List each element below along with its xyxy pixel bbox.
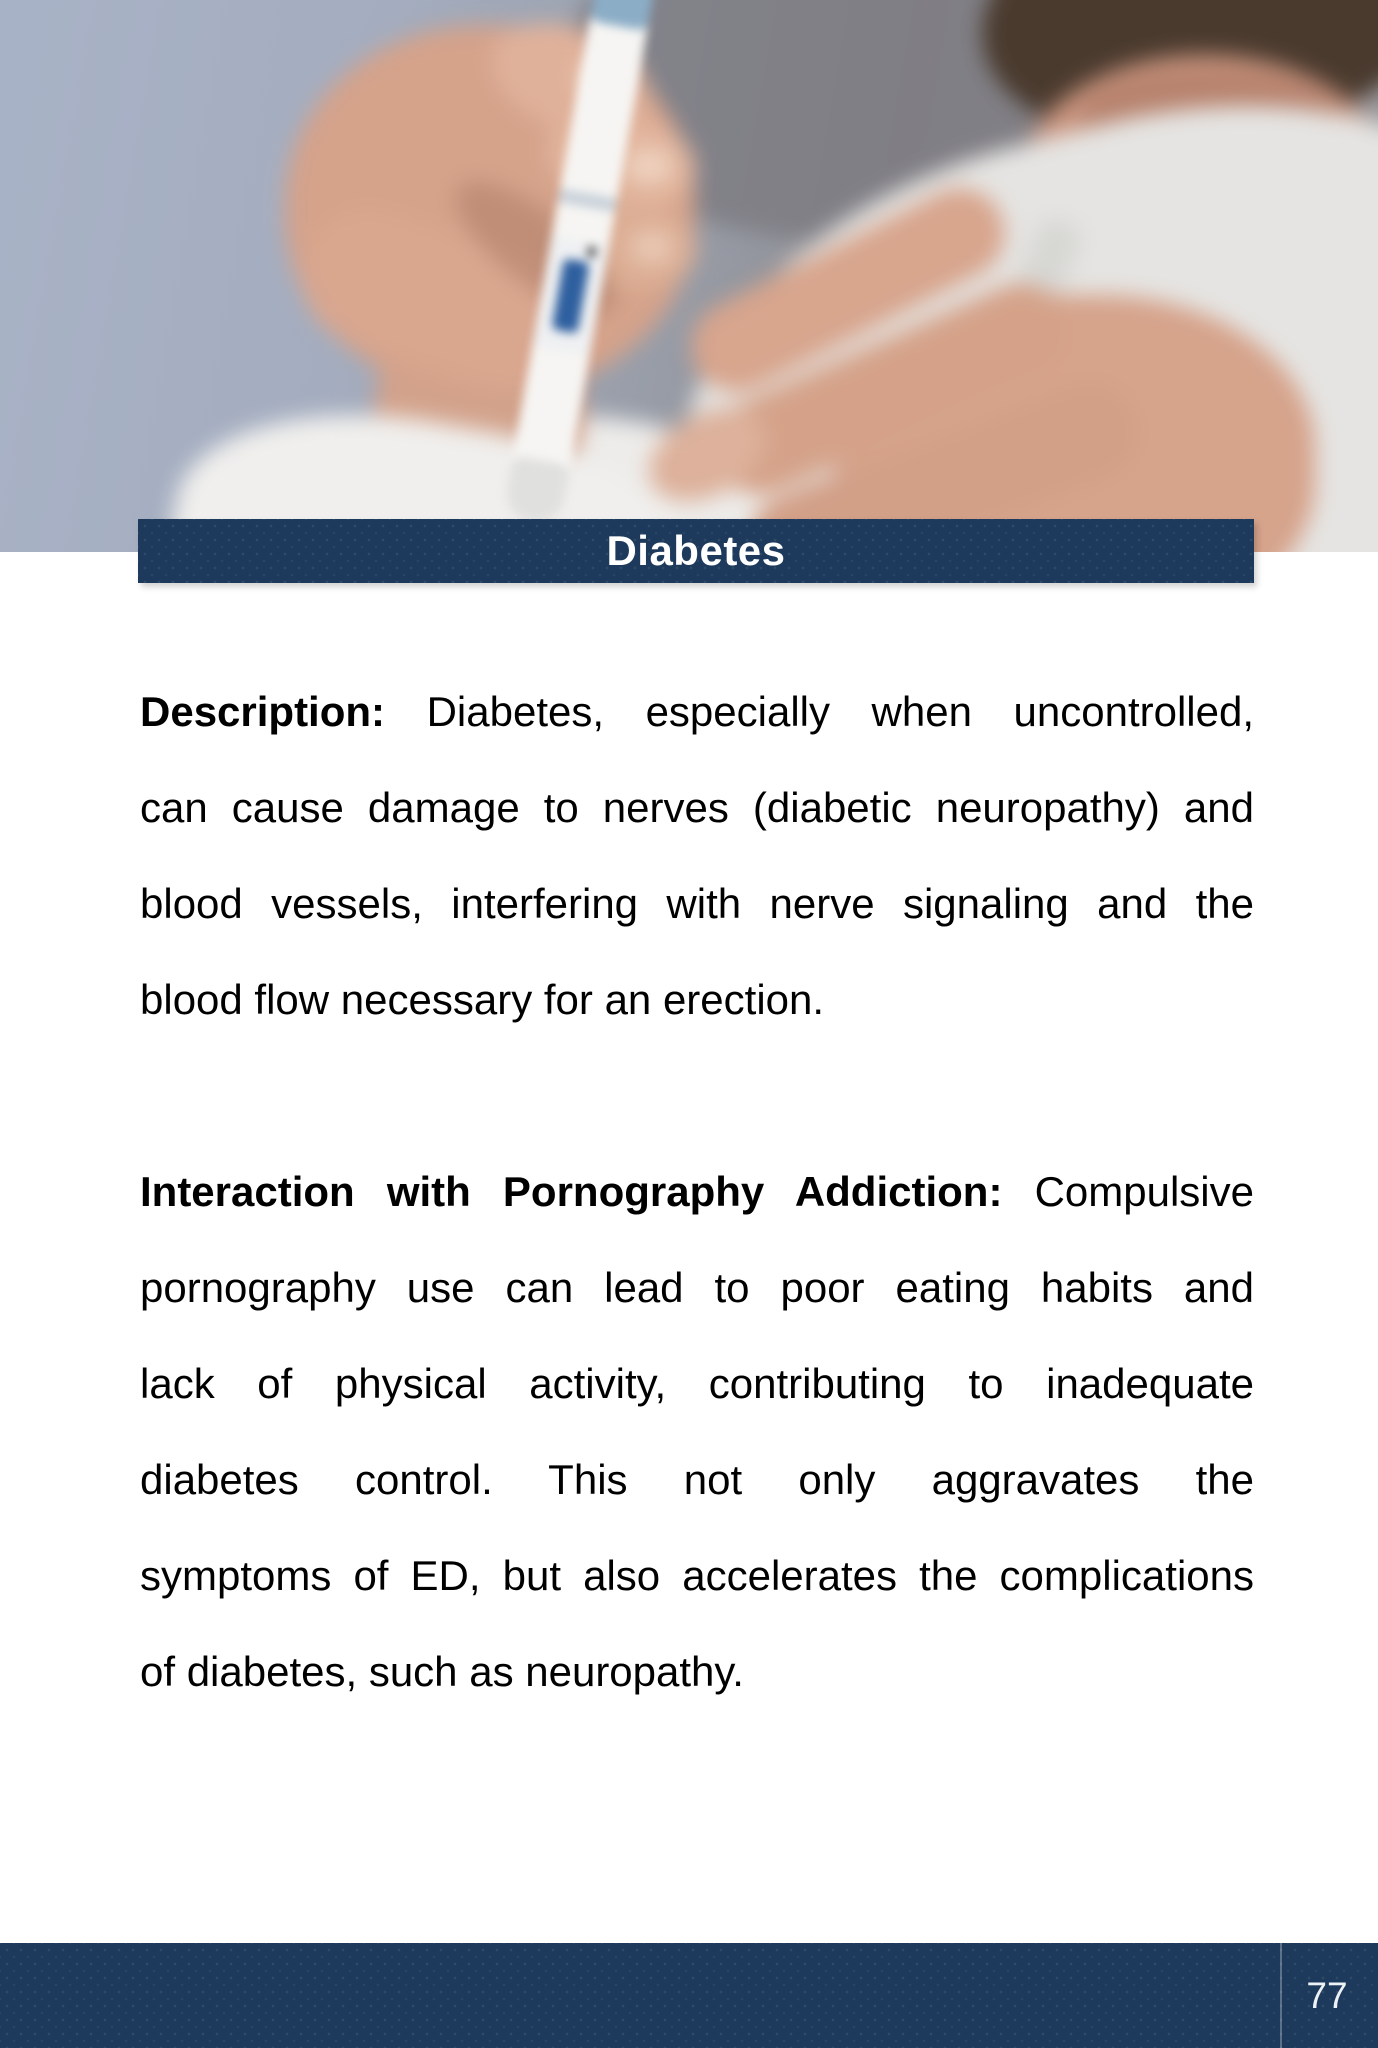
text-line xyxy=(140,1624,1254,1720)
text-run: diabetes control. This not only aggravates the xyxy=(140,1456,1254,1503)
text-run: of diabetes, such as neuropathy. xyxy=(140,1648,744,1695)
lancet-pen-marking xyxy=(587,246,597,257)
text-run: lack of physical activity, contributing to inadequate xyxy=(140,1360,1254,1407)
text-line xyxy=(140,952,1254,1048)
lancet-pen-cap xyxy=(590,0,658,31)
text-line xyxy=(140,1240,1254,1336)
text-line xyxy=(140,1336,1254,1432)
text-run: Compulsive xyxy=(1002,1168,1254,1215)
header-photo xyxy=(0,0,1378,552)
text-run: can cause damage to nerves (diabetic neuropathy) and xyxy=(140,784,1254,831)
text-line xyxy=(140,1144,1254,1240)
page-body-text xyxy=(140,664,1254,1816)
text-run: blood flow necessary for an erection. xyxy=(140,976,825,1023)
text-line xyxy=(140,1432,1254,1528)
section-title: Diabetes xyxy=(606,527,786,574)
paragraph xyxy=(140,664,1254,1048)
text-line xyxy=(140,1528,1254,1624)
lancet-pen-ring xyxy=(558,188,618,212)
bold-run: Description: xyxy=(140,688,386,735)
text-line xyxy=(140,856,1254,952)
page-number: 77 xyxy=(1306,1975,1348,2016)
lancet-pen-tip xyxy=(502,455,570,526)
bold-run: Interaction with Pornography Addiction: xyxy=(140,1168,1003,1215)
text-run: symptoms of ED, but also accelerates the complications xyxy=(140,1552,1254,1599)
section-title-banner xyxy=(138,519,1254,583)
text-line xyxy=(140,664,1254,760)
lancet-pen xyxy=(502,0,657,526)
page-footer xyxy=(0,1943,1378,2048)
text-run: Diabetes, especially when uncontrolled, xyxy=(385,688,1254,735)
photo-pen-layer xyxy=(0,0,1378,552)
text-run: pornography use can lead to poor eating habits and xyxy=(140,1264,1254,1311)
text-run: blood vessels, interfering with nerve signaling and the xyxy=(140,880,1254,927)
paragraph xyxy=(140,1144,1254,1720)
text-line xyxy=(140,760,1254,856)
